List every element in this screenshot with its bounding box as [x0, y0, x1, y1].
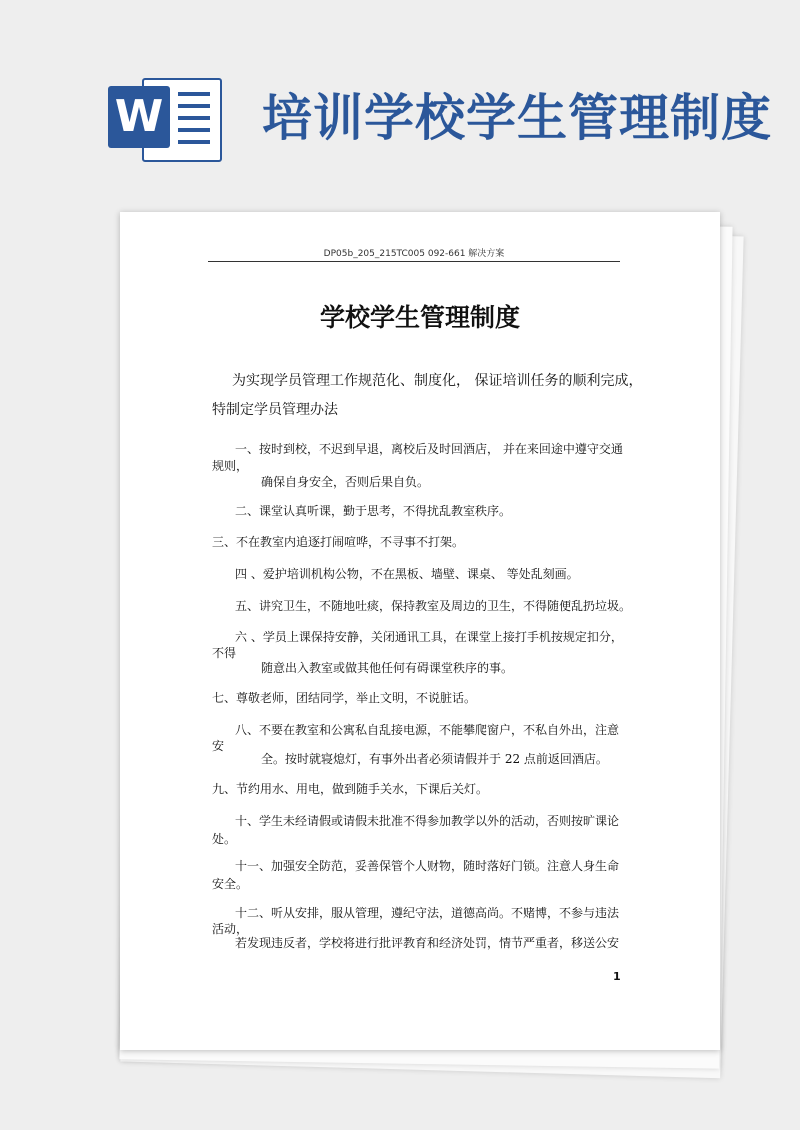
- rule-item: [212, 689, 476, 706]
- rule-item: [235, 440, 623, 457]
- intro-paragraph: [212, 367, 652, 425]
- rule-item: [235, 502, 511, 519]
- rule-text: 处。: [212, 832, 237, 846]
- rule-item-cont: [261, 473, 429, 490]
- rule-item-cont: [261, 659, 513, 676]
- rule-text: 九、节约用水、用电，做到随手关水，下课后关灯。: [212, 782, 489, 796]
- rule-item: [235, 565, 579, 582]
- banner: [0, 0, 800, 200]
- page-number: 1: [613, 970, 621, 983]
- doc-line: [178, 128, 210, 132]
- rule-item-cont: [212, 830, 236, 847]
- rule-item: [235, 597, 631, 614]
- rule-text: 活动，: [212, 922, 249, 936]
- rule-text: 六 、学员上课保持安静，关闭通讯工具，在课堂上接打手机按规定扣分，: [235, 630, 623, 644]
- rule-item-cont: [212, 737, 224, 754]
- rule-text: 五、讲究卫生，不随地吐痰，保持教室及周边的卫生，不得随便乱扔垃圾。: [235, 599, 632, 613]
- rule-item: [235, 857, 619, 874]
- rule-item: [235, 721, 619, 738]
- page-header: DP05b_205_215TC005 092-661 解决方案: [208, 246, 620, 262]
- word-icon: [108, 74, 220, 164]
- banner-title: 培训学校学生管理制度: [262, 89, 772, 147]
- intro-line: 特制定学员管理办法: [212, 402, 338, 418]
- doc-line: [178, 104, 210, 108]
- rule-item: [235, 812, 619, 829]
- rule-text: 安: [212, 739, 225, 753]
- document-page: [120, 212, 720, 1050]
- document-title: 学校学生管理制度: [319, 303, 520, 332]
- rule-text: 不得: [212, 646, 237, 660]
- rule-item-cont: [212, 644, 236, 661]
- rule-item: [235, 628, 623, 645]
- rule-text: 七、尊敬老师，团结同学，举止文明，不说脏话。: [212, 691, 477, 705]
- doc-line: [178, 116, 210, 120]
- rule-item: [212, 780, 488, 797]
- rule-text: 八、不要在教室和公寓私自乱接电源，不能攀爬窗户，不私自外出，注意: [235, 723, 620, 737]
- rule-text: 十二、听从安排，服从管理，遵纪守法，道德高尚。不赌博，不参与违法: [235, 906, 620, 920]
- rule-text: 十、学生未经请假或请假未批准不得参加教学以外的活动，否则按旷课论: [235, 814, 620, 828]
- rule-text: 规则，: [212, 459, 249, 473]
- intro-line: 为实现学员管理工作规范化、制度化， 保证培训任务的顺利完成，: [232, 373, 643, 389]
- doc-line: [178, 92, 210, 96]
- rule-item-cont: [261, 750, 608, 767]
- rule-text: 确保自身安全，否则后果自负。: [261, 475, 430, 489]
- rule-text: 一、按时到校，不迟到早退，离校后及时回酒店， 并在来回途中遵守交通: [235, 442, 623, 456]
- word-letter: W: [108, 86, 170, 148]
- rule-text: 安全。: [212, 877, 249, 891]
- rule-item: [235, 904, 619, 921]
- doc-line: [178, 140, 210, 144]
- rule-text: 四 、爱护培训机构公物，不在黑板、墙壁、课桌、 等处乱刻画。: [235, 567, 579, 581]
- rule-text: 随意出入教室或做其他任何有碍课堂秩序的事。: [261, 661, 514, 675]
- rule-text: 全。按时就寝熄灯，有事外出者必须请假并于 22 点前返回酒店。: [261, 752, 608, 766]
- rule-text: 二、课堂认真听课，勤于思考，不得扰乱教室秩序。: [235, 504, 512, 518]
- rule-item-cont: [235, 934, 619, 951]
- rule-text: 三、不在教室内追逐打闹喧哗，不寻事不打架。: [212, 535, 465, 549]
- rule-text: 若发现违反者，学校将进行批评教育和经济处罚，情节严重者，移送公安: [235, 936, 620, 950]
- rule-text: 十一、加强安全防范，妥善保管个人财物，随时落好门锁。注意人身生命: [235, 859, 620, 873]
- rule-item: [212, 533, 464, 550]
- rule-item-cont: [212, 457, 248, 474]
- rule-item-cont: [212, 875, 248, 892]
